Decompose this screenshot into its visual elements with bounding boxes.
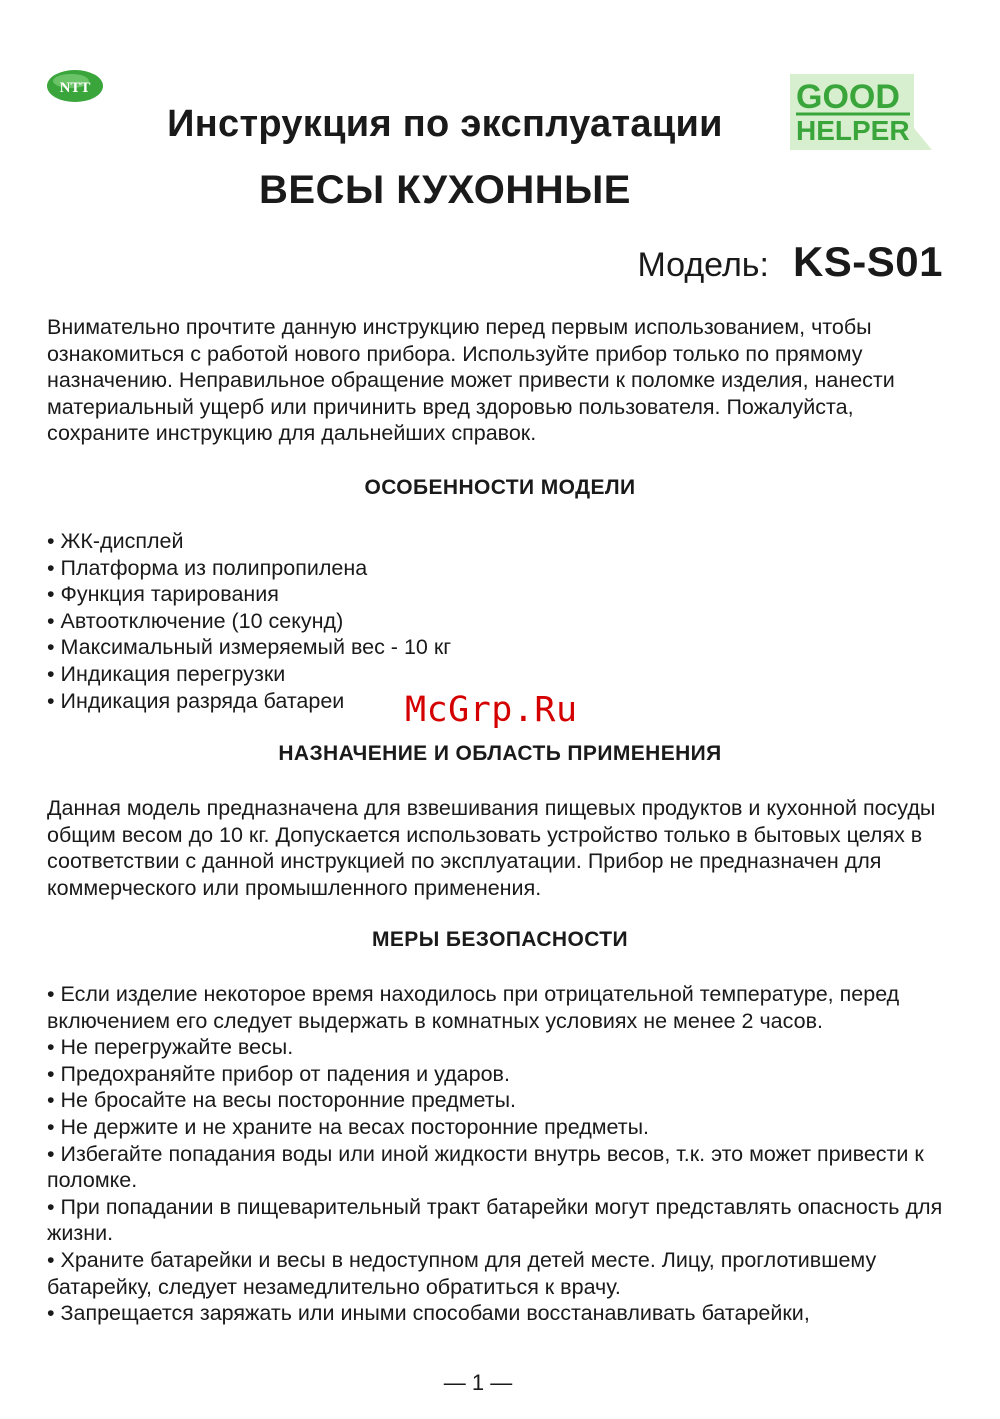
list-item: • Храните батарейки и весы в недоступном для детей месте. Лицу, проглотившему батарейку, следует незамедлительно обратиться к врачу. bbox=[47, 1247, 877, 1299]
list-item: • Избегайте попадания воды или иной жидкости внутрь весов, т.к. это может привести к поломке. bbox=[47, 1141, 924, 1193]
watermark: McGrp.Ru bbox=[405, 690, 578, 730]
list-item: • Платформа из полипропилена bbox=[47, 555, 368, 580]
list-item: • Максимальный измеряемый вес - 10 кг bbox=[47, 635, 452, 660]
intro-paragraph: Внимательно прочтите данную инструкцию перед первым использованием, чтобы ознакомиться с работой нового прибора. Используйте прибор только по прямому назначению. Неправильное обращение может привести к поломке изделия, нанести материальный ущерб или причинить вред здоровью пользователя. Пожалуйста, сохраните инструкцию для дальнейших справок. bbox=[47, 315, 895, 446]
model-label: Модель: bbox=[637, 246, 769, 284]
list-item: • Предохраняйте прибор от падения и ударов. bbox=[47, 1061, 510, 1086]
list-item: • Не перегружайте весы. bbox=[47, 1035, 294, 1060]
document-title: Инструкция по эксплуатации bbox=[167, 103, 723, 145]
purpose-paragraph: Данная модель предназначена для взвешивания пищевых продуктов и кухонной посуды общим весом до 10 кг. Допускается использовать устройство только в бытовых целях в соответствии с данной инструкцией по эксплуатации. Прибор не предназначен для коммерческого или промышленного применения. bbox=[47, 796, 936, 900]
ntt-logo-text: NTT bbox=[59, 80, 91, 96]
list-item: • Не держите и не храните на весах посторонние предметы. bbox=[47, 1114, 650, 1139]
list-item: • Индикация разряда батареи bbox=[47, 688, 345, 713]
list-item: • Автоотключение (10 секунд) bbox=[47, 608, 344, 633]
brand-line-2: HELPER bbox=[796, 115, 910, 146]
list-item: • ЖК-дисплей bbox=[47, 529, 184, 553]
model-row bbox=[637, 238, 943, 286]
page-number: — 1 — bbox=[443, 1370, 513, 1395]
brand-line-1: GOOD bbox=[796, 78, 900, 116]
list-item: • Не бросайте на весы посторонние предметы. bbox=[47, 1088, 517, 1113]
list-item: • Если изделие некоторое время находилось при отрицательной температуре, перед включением его следует выдержать в комнатных условиях не менее 2 часов. bbox=[47, 982, 900, 1033]
features-heading: ОСОБЕННОСТИ МОДЕЛИ bbox=[364, 476, 636, 499]
product-title: ВЕСЫ КУХОННЫЕ bbox=[259, 168, 631, 212]
list-item: • При попадании в пищеварительный тракт батарейки могут представлять опасность для жизни. bbox=[47, 1194, 943, 1246]
features-list bbox=[47, 528, 957, 714]
model-value: KS-S01 bbox=[792, 238, 943, 285]
list-item: • Запрещается заряжать или иными способами восстанавливать батарейки, bbox=[47, 1301, 810, 1326]
purpose-heading: НАЗНАЧЕНИЕ И ОБЛАСТЬ ПРИМЕНЕНИЯ bbox=[278, 742, 722, 765]
safety-list bbox=[47, 981, 957, 1327]
ntt-logo bbox=[46, 68, 104, 104]
list-item: • Индикация перегрузки bbox=[47, 661, 286, 686]
list-item: • Функция тарирования bbox=[47, 582, 279, 607]
safety-heading: МЕРЫ БЕЗОПАСНОСТИ bbox=[372, 928, 628, 951]
